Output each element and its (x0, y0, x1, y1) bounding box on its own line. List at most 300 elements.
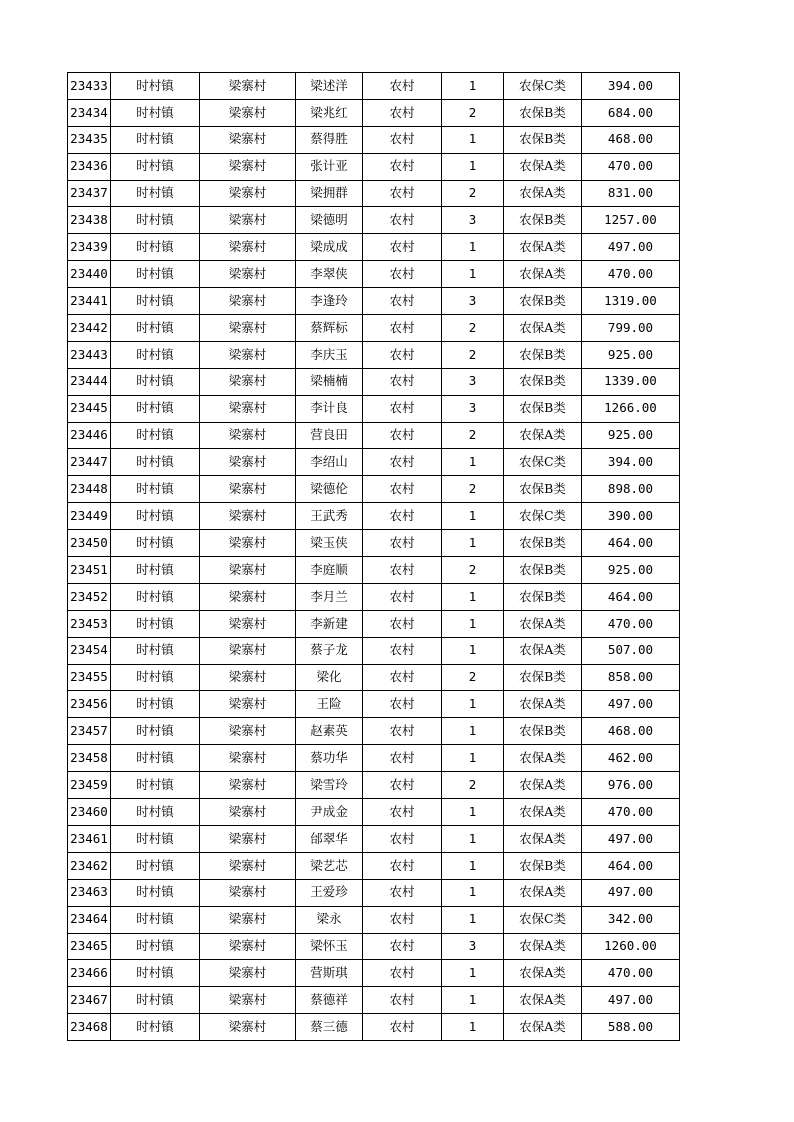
village-cell: 梁寨村 (200, 341, 296, 368)
town-cell: 时村镇 (111, 933, 200, 960)
table-row (68, 422, 680, 449)
person-name-cell: 邰翠华 (296, 825, 363, 852)
town-cell: 时村镇 (111, 99, 200, 126)
record-id-cell: 23446 (68, 422, 111, 449)
insurance-category-cell: 农保A类 (504, 933, 582, 960)
town-cell: 时村镇 (111, 449, 200, 476)
village-cell: 梁寨村 (200, 583, 296, 610)
record-id-cell: 23452 (68, 583, 111, 610)
village-cell: 梁寨村 (200, 718, 296, 745)
village-cell: 梁寨村 (200, 449, 296, 476)
amount-cell: 390.00 (582, 503, 680, 530)
area-type-cell: 农村 (363, 987, 442, 1014)
table-row (68, 530, 680, 557)
record-id-cell: 23440 (68, 261, 111, 288)
amount-cell: 462.00 (582, 745, 680, 772)
village-cell: 梁寨村 (200, 288, 296, 315)
person-name-cell: 蔡三德 (296, 1014, 363, 1041)
record-id-cell: 23437 (68, 180, 111, 207)
person-name-cell: 李庭顺 (296, 557, 363, 584)
record-id-cell: 23457 (68, 718, 111, 745)
area-type-cell: 农村 (363, 449, 442, 476)
town-cell: 时村镇 (111, 799, 200, 826)
town-cell: 时村镇 (111, 745, 200, 772)
town-cell: 时村镇 (111, 906, 200, 933)
table-row (68, 234, 680, 261)
amount-cell: 470.00 (582, 799, 680, 826)
record-id-cell: 23447 (68, 449, 111, 476)
table-row (68, 610, 680, 637)
area-type-cell: 农村 (363, 1014, 442, 1041)
area-type-cell: 农村 (363, 395, 442, 422)
insurance-category-cell: 农保B类 (504, 368, 582, 395)
area-type-cell: 农村 (363, 718, 442, 745)
household-count-cell: 1 (442, 73, 504, 100)
table-row (68, 825, 680, 852)
town-cell: 时村镇 (111, 341, 200, 368)
town-cell: 时村镇 (111, 1014, 200, 1041)
area-type-cell: 农村 (363, 126, 442, 153)
town-cell: 时村镇 (111, 315, 200, 342)
record-id-cell: 23459 (68, 772, 111, 799)
table-row (68, 557, 680, 584)
town-cell: 时村镇 (111, 422, 200, 449)
insurance-category-cell: 农保B类 (504, 852, 582, 879)
amount-cell: 1339.00 (582, 368, 680, 395)
village-cell: 梁寨村 (200, 1014, 296, 1041)
person-name-cell: 梁玉侠 (296, 530, 363, 557)
amount-cell: 858.00 (582, 664, 680, 691)
record-id-cell: 23461 (68, 825, 111, 852)
insurance-category-cell: 农保A类 (504, 745, 582, 772)
area-type-cell: 农村 (363, 691, 442, 718)
area-type-cell: 农村 (363, 530, 442, 557)
insurance-category-cell: 农保B类 (504, 395, 582, 422)
area-type-cell: 农村 (363, 772, 442, 799)
village-cell: 梁寨村 (200, 180, 296, 207)
amount-cell: 468.00 (582, 718, 680, 745)
insurance-category-cell: 农保A类 (504, 691, 582, 718)
household-count-cell: 1 (442, 153, 504, 180)
town-cell: 时村镇 (111, 718, 200, 745)
area-type-cell: 农村 (363, 315, 442, 342)
town-cell: 时村镇 (111, 153, 200, 180)
table-row (68, 449, 680, 476)
amount-cell: 925.00 (582, 341, 680, 368)
area-type-cell: 农村 (363, 476, 442, 503)
amount-cell: 394.00 (582, 73, 680, 100)
table-row (68, 395, 680, 422)
village-cell: 梁寨村 (200, 368, 296, 395)
household-count-cell: 1 (442, 503, 504, 530)
town-cell: 时村镇 (111, 234, 200, 261)
household-count-cell: 2 (442, 664, 504, 691)
village-cell: 梁寨村 (200, 126, 296, 153)
table-row (68, 745, 680, 772)
area-type-cell: 农村 (363, 234, 442, 261)
person-name-cell: 王爱珍 (296, 879, 363, 906)
table-row (68, 153, 680, 180)
village-cell: 梁寨村 (200, 476, 296, 503)
person-name-cell: 李月兰 (296, 583, 363, 610)
insurance-category-cell: 农保A类 (504, 879, 582, 906)
record-id-cell: 23454 (68, 637, 111, 664)
amount-cell: 470.00 (582, 153, 680, 180)
household-count-cell: 1 (442, 960, 504, 987)
area-type-cell: 农村 (363, 637, 442, 664)
town-cell: 时村镇 (111, 73, 200, 100)
amount-cell: 976.00 (582, 772, 680, 799)
village-cell: 梁寨村 (200, 73, 296, 100)
record-id-cell: 23436 (68, 153, 111, 180)
amount-cell: 464.00 (582, 852, 680, 879)
household-count-cell: 1 (442, 583, 504, 610)
household-count-cell: 1 (442, 449, 504, 476)
household-count-cell: 1 (442, 799, 504, 826)
area-type-cell: 农村 (363, 799, 442, 826)
person-name-cell: 梁德伦 (296, 476, 363, 503)
village-cell: 梁寨村 (200, 530, 296, 557)
table-row (68, 476, 680, 503)
record-id-cell: 23444 (68, 368, 111, 395)
person-name-cell: 蔡得胜 (296, 126, 363, 153)
household-count-cell: 1 (442, 718, 504, 745)
town-cell: 时村镇 (111, 207, 200, 234)
person-name-cell: 李计良 (296, 395, 363, 422)
table-row (68, 637, 680, 664)
table-row (68, 852, 680, 879)
insurance-category-cell: 农保B类 (504, 341, 582, 368)
household-count-cell: 2 (442, 476, 504, 503)
village-cell: 梁寨村 (200, 825, 296, 852)
household-count-cell: 2 (442, 99, 504, 126)
area-type-cell: 农村 (363, 73, 442, 100)
area-type-cell: 农村 (363, 503, 442, 530)
record-id-cell: 23443 (68, 341, 111, 368)
person-name-cell: 梁永 (296, 906, 363, 933)
record-id-cell: 23438 (68, 207, 111, 234)
village-cell: 梁寨村 (200, 153, 296, 180)
person-name-cell: 梁怀玉 (296, 933, 363, 960)
insurance-category-cell: 农保B类 (504, 718, 582, 745)
table-row (68, 583, 680, 610)
village-cell: 梁寨村 (200, 772, 296, 799)
insurance-category-cell: 农保A类 (504, 315, 582, 342)
person-name-cell: 张计亚 (296, 153, 363, 180)
record-id-cell: 23451 (68, 557, 111, 584)
person-name-cell: 梁拥群 (296, 180, 363, 207)
amount-cell: 464.00 (582, 583, 680, 610)
record-id-cell: 23439 (68, 234, 111, 261)
table-row (68, 691, 680, 718)
amount-cell: 507.00 (582, 637, 680, 664)
village-cell: 梁寨村 (200, 906, 296, 933)
household-count-cell: 1 (442, 987, 504, 1014)
town-cell: 时村镇 (111, 637, 200, 664)
insurance-category-cell: 农保B类 (504, 664, 582, 691)
table-row (68, 664, 680, 691)
household-count-cell: 2 (442, 315, 504, 342)
area-type-cell: 农村 (363, 99, 442, 126)
household-count-cell: 3 (442, 288, 504, 315)
insurance-category-cell: 农保B类 (504, 99, 582, 126)
record-id-cell: 23435 (68, 126, 111, 153)
insurance-category-cell: 农保A类 (504, 153, 582, 180)
person-name-cell: 赵素英 (296, 718, 363, 745)
insurance-category-cell: 农保C类 (504, 503, 582, 530)
record-id-cell: 23456 (68, 691, 111, 718)
village-cell: 梁寨村 (200, 637, 296, 664)
person-name-cell: 营斯琪 (296, 960, 363, 987)
person-name-cell: 梁雪玲 (296, 772, 363, 799)
town-cell: 时村镇 (111, 583, 200, 610)
village-cell: 梁寨村 (200, 960, 296, 987)
table-row (68, 960, 680, 987)
town-cell: 时村镇 (111, 180, 200, 207)
insurance-category-cell: 农保A类 (504, 1014, 582, 1041)
amount-cell: 497.00 (582, 234, 680, 261)
town-cell: 时村镇 (111, 879, 200, 906)
record-id-cell: 23467 (68, 987, 111, 1014)
household-count-cell: 2 (442, 341, 504, 368)
person-name-cell: 蔡德祥 (296, 987, 363, 1014)
person-name-cell: 李新建 (296, 610, 363, 637)
insurance-category-cell: 农保B类 (504, 530, 582, 557)
records-body (68, 73, 680, 1041)
village-cell: 梁寨村 (200, 315, 296, 342)
person-name-cell: 梁化 (296, 664, 363, 691)
household-count-cell: 1 (442, 530, 504, 557)
village-cell: 梁寨村 (200, 99, 296, 126)
insurance-category-cell: 农保B类 (504, 288, 582, 315)
insurance-category-cell: 农保A类 (504, 261, 582, 288)
person-name-cell: 梁成成 (296, 234, 363, 261)
village-cell: 梁寨村 (200, 503, 296, 530)
insurance-category-cell: 农保A类 (504, 799, 582, 826)
town-cell: 时村镇 (111, 557, 200, 584)
town-cell: 时村镇 (111, 261, 200, 288)
village-cell: 梁寨村 (200, 422, 296, 449)
area-type-cell: 农村 (363, 341, 442, 368)
area-type-cell: 农村 (363, 879, 442, 906)
household-count-cell: 2 (442, 557, 504, 584)
record-id-cell: 23448 (68, 476, 111, 503)
area-type-cell: 农村 (363, 610, 442, 637)
town-cell: 时村镇 (111, 772, 200, 799)
town-cell: 时村镇 (111, 825, 200, 852)
town-cell: 时村镇 (111, 987, 200, 1014)
village-cell: 梁寨村 (200, 852, 296, 879)
amount-cell: 1319.00 (582, 288, 680, 315)
record-id-cell: 23462 (68, 852, 111, 879)
household-count-cell: 1 (442, 610, 504, 637)
table-row (68, 799, 680, 826)
household-count-cell: 1 (442, 1014, 504, 1041)
household-count-cell: 2 (442, 422, 504, 449)
area-type-cell: 农村 (363, 153, 442, 180)
village-cell: 梁寨村 (200, 987, 296, 1014)
table-row (68, 933, 680, 960)
household-count-cell: 1 (442, 261, 504, 288)
village-cell: 梁寨村 (200, 207, 296, 234)
amount-cell: 1266.00 (582, 395, 680, 422)
village-cell: 梁寨村 (200, 234, 296, 261)
area-type-cell: 农村 (363, 422, 442, 449)
town-cell: 时村镇 (111, 395, 200, 422)
insurance-category-cell: 农保A类 (504, 422, 582, 449)
village-cell: 梁寨村 (200, 879, 296, 906)
insurance-category-cell: 农保B类 (504, 207, 582, 234)
town-cell: 时村镇 (111, 610, 200, 637)
household-count-cell: 1 (442, 879, 504, 906)
amount-cell: 1260.00 (582, 933, 680, 960)
town-cell: 时村镇 (111, 476, 200, 503)
household-count-cell: 1 (442, 691, 504, 718)
town-cell: 时村镇 (111, 852, 200, 879)
village-cell: 梁寨村 (200, 557, 296, 584)
insurance-category-cell: 农保A类 (504, 180, 582, 207)
person-name-cell: 营良田 (296, 422, 363, 449)
town-cell: 时村镇 (111, 664, 200, 691)
person-name-cell: 李逢玲 (296, 288, 363, 315)
amount-cell: 470.00 (582, 261, 680, 288)
village-cell: 梁寨村 (200, 799, 296, 826)
record-id-cell: 23458 (68, 745, 111, 772)
area-type-cell: 农村 (363, 261, 442, 288)
area-type-cell: 农村 (363, 368, 442, 395)
table-row (68, 126, 680, 153)
person-name-cell: 梁艺芯 (296, 852, 363, 879)
record-id-cell: 23466 (68, 960, 111, 987)
table-row (68, 315, 680, 342)
amount-cell: 497.00 (582, 987, 680, 1014)
insurance-category-cell: 农保C类 (504, 449, 582, 476)
table-row (68, 207, 680, 234)
insurance-category-cell: 农保C类 (504, 73, 582, 100)
insurance-category-cell: 农保A类 (504, 825, 582, 852)
table-row (68, 718, 680, 745)
amount-cell: 925.00 (582, 557, 680, 584)
record-id-cell: 23434 (68, 99, 111, 126)
record-id-cell: 23449 (68, 503, 111, 530)
insurance-category-cell: 农保A类 (504, 610, 582, 637)
person-name-cell: 王险 (296, 691, 363, 718)
household-count-cell: 1 (442, 825, 504, 852)
village-cell: 梁寨村 (200, 745, 296, 772)
area-type-cell: 农村 (363, 664, 442, 691)
area-type-cell: 农村 (363, 207, 442, 234)
amount-cell: 497.00 (582, 825, 680, 852)
records-table (67, 72, 680, 1041)
amount-cell: 588.00 (582, 1014, 680, 1041)
town-cell: 时村镇 (111, 288, 200, 315)
amount-cell: 470.00 (582, 960, 680, 987)
person-name-cell: 梁德明 (296, 207, 363, 234)
record-id-cell: 23433 (68, 73, 111, 100)
amount-cell: 898.00 (582, 476, 680, 503)
amount-cell: 799.00 (582, 315, 680, 342)
insurance-category-cell: 农保B类 (504, 476, 582, 503)
table-row (68, 772, 680, 799)
area-type-cell: 农村 (363, 825, 442, 852)
table-row (68, 288, 680, 315)
table-row (68, 906, 680, 933)
village-cell: 梁寨村 (200, 691, 296, 718)
insurance-category-cell: 农保A类 (504, 772, 582, 799)
person-name-cell: 梁述洋 (296, 73, 363, 100)
person-name-cell: 梁兆红 (296, 99, 363, 126)
area-type-cell: 农村 (363, 745, 442, 772)
area-type-cell: 农村 (363, 852, 442, 879)
record-id-cell: 23441 (68, 288, 111, 315)
village-cell: 梁寨村 (200, 395, 296, 422)
table-row (68, 180, 680, 207)
record-id-cell: 23445 (68, 395, 111, 422)
household-count-cell: 1 (442, 852, 504, 879)
insurance-category-cell: 农保A类 (504, 234, 582, 261)
amount-cell: 342.00 (582, 906, 680, 933)
town-cell: 时村镇 (111, 960, 200, 987)
table-row (68, 99, 680, 126)
area-type-cell: 农村 (363, 933, 442, 960)
village-cell: 梁寨村 (200, 664, 296, 691)
area-type-cell: 农村 (363, 960, 442, 987)
record-id-cell: 23460 (68, 799, 111, 826)
record-id-cell: 23468 (68, 1014, 111, 1041)
village-cell: 梁寨村 (200, 933, 296, 960)
area-type-cell: 农村 (363, 288, 442, 315)
person-name-cell: 蔡辉标 (296, 315, 363, 342)
household-count-cell: 1 (442, 126, 504, 153)
person-name-cell: 尹成金 (296, 799, 363, 826)
amount-cell: 394.00 (582, 449, 680, 476)
record-id-cell: 23464 (68, 906, 111, 933)
person-name-cell: 蔡功华 (296, 745, 363, 772)
table-row (68, 341, 680, 368)
household-count-cell: 1 (442, 637, 504, 664)
table-row (68, 987, 680, 1014)
amount-cell: 684.00 (582, 99, 680, 126)
amount-cell: 925.00 (582, 422, 680, 449)
household-count-cell: 1 (442, 745, 504, 772)
insurance-category-cell: 农保A类 (504, 637, 582, 664)
village-cell: 梁寨村 (200, 610, 296, 637)
town-cell: 时村镇 (111, 530, 200, 557)
household-count-cell: 3 (442, 207, 504, 234)
household-count-cell: 2 (442, 180, 504, 207)
insurance-category-cell: 农保B类 (504, 557, 582, 584)
amount-cell: 831.00 (582, 180, 680, 207)
town-cell: 时村镇 (111, 368, 200, 395)
household-count-cell: 3 (442, 368, 504, 395)
area-type-cell: 农村 (363, 180, 442, 207)
table-row (68, 73, 680, 100)
person-name-cell: 李绍山 (296, 449, 363, 476)
record-id-cell: 23463 (68, 879, 111, 906)
area-type-cell: 农村 (363, 557, 442, 584)
person-name-cell: 梁楠楠 (296, 368, 363, 395)
household-count-cell: 1 (442, 906, 504, 933)
person-name-cell: 蔡子龙 (296, 637, 363, 664)
person-name-cell: 李庆玉 (296, 341, 363, 368)
insurance-category-cell: 农保B类 (504, 583, 582, 610)
household-count-cell: 1 (442, 234, 504, 261)
town-cell: 时村镇 (111, 503, 200, 530)
area-type-cell: 农村 (363, 906, 442, 933)
record-id-cell: 23465 (68, 933, 111, 960)
town-cell: 时村镇 (111, 691, 200, 718)
village-cell: 梁寨村 (200, 261, 296, 288)
